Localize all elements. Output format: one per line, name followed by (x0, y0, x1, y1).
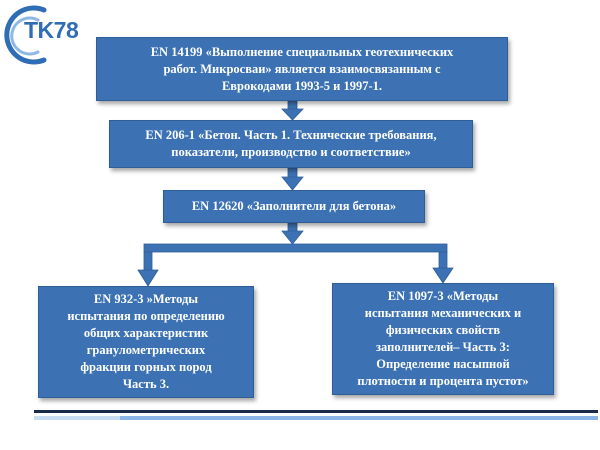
arrow-1-icon (282, 101, 303, 120)
box-en-1097-3-line: испытания механических и (364, 306, 522, 320)
box-en-14199-line: работ. Микросваи» является взаимосвязанным с (163, 61, 441, 76)
box-en-932-3-line: фракции горных пород (80, 360, 212, 374)
box-en-206-1-line: EN 206-1 «Бетон. Часть 1. Технические требования, (145, 128, 437, 142)
logo (6, 6, 98, 60)
box-en-932-3-line: EN 932-3 »Методы (93, 292, 199, 306)
bottom-rule (34, 410, 598, 420)
box-en-932-3-line: испытания по определению (67, 309, 225, 323)
box-en-206-1-line: показатели, производство и соответствие» (171, 145, 411, 159)
box-en-14199-line: Еврокодами 1993-5 и 1997-1. (221, 78, 383, 93)
box-en-932-3-line: гранулометрических (86, 343, 206, 357)
box-en-14199 (96, 37, 508, 101)
box-en-1097-3-line: заполнителей– Часть 3: (376, 340, 510, 354)
box-en-1097-3-line: EN 1097-3 «Методы (387, 289, 499, 303)
box-en-1097-3 (332, 283, 554, 395)
arrow-2-icon (282, 168, 303, 190)
box-en-12620 (163, 190, 425, 223)
arrow-left-icon (138, 252, 158, 286)
box-en-206-1 (109, 120, 473, 168)
box-en-932-3 (38, 286, 254, 398)
box-en-12620-line: EN 12620 «Заполнители для бетона» (191, 199, 397, 213)
box-en-1097-3-line: плотности и процента пустот» (357, 374, 529, 388)
box-en-1097-3-line: физических свойств (385, 323, 501, 337)
arrow-3-icon (282, 223, 303, 244)
box-en-932-3-line: Часть 3. (122, 377, 170, 391)
box-en-1097-3-line: Определение насыпной (376, 357, 510, 371)
arrow-right-icon (433, 252, 453, 283)
box-en-932-3-line: общих характеристик (83, 326, 209, 340)
box-en-14199-line: EN 14199 «Выполнение специальных геотехнических (150, 44, 454, 59)
logo-text: TK78 (24, 17, 79, 43)
split-bar (144, 244, 447, 252)
